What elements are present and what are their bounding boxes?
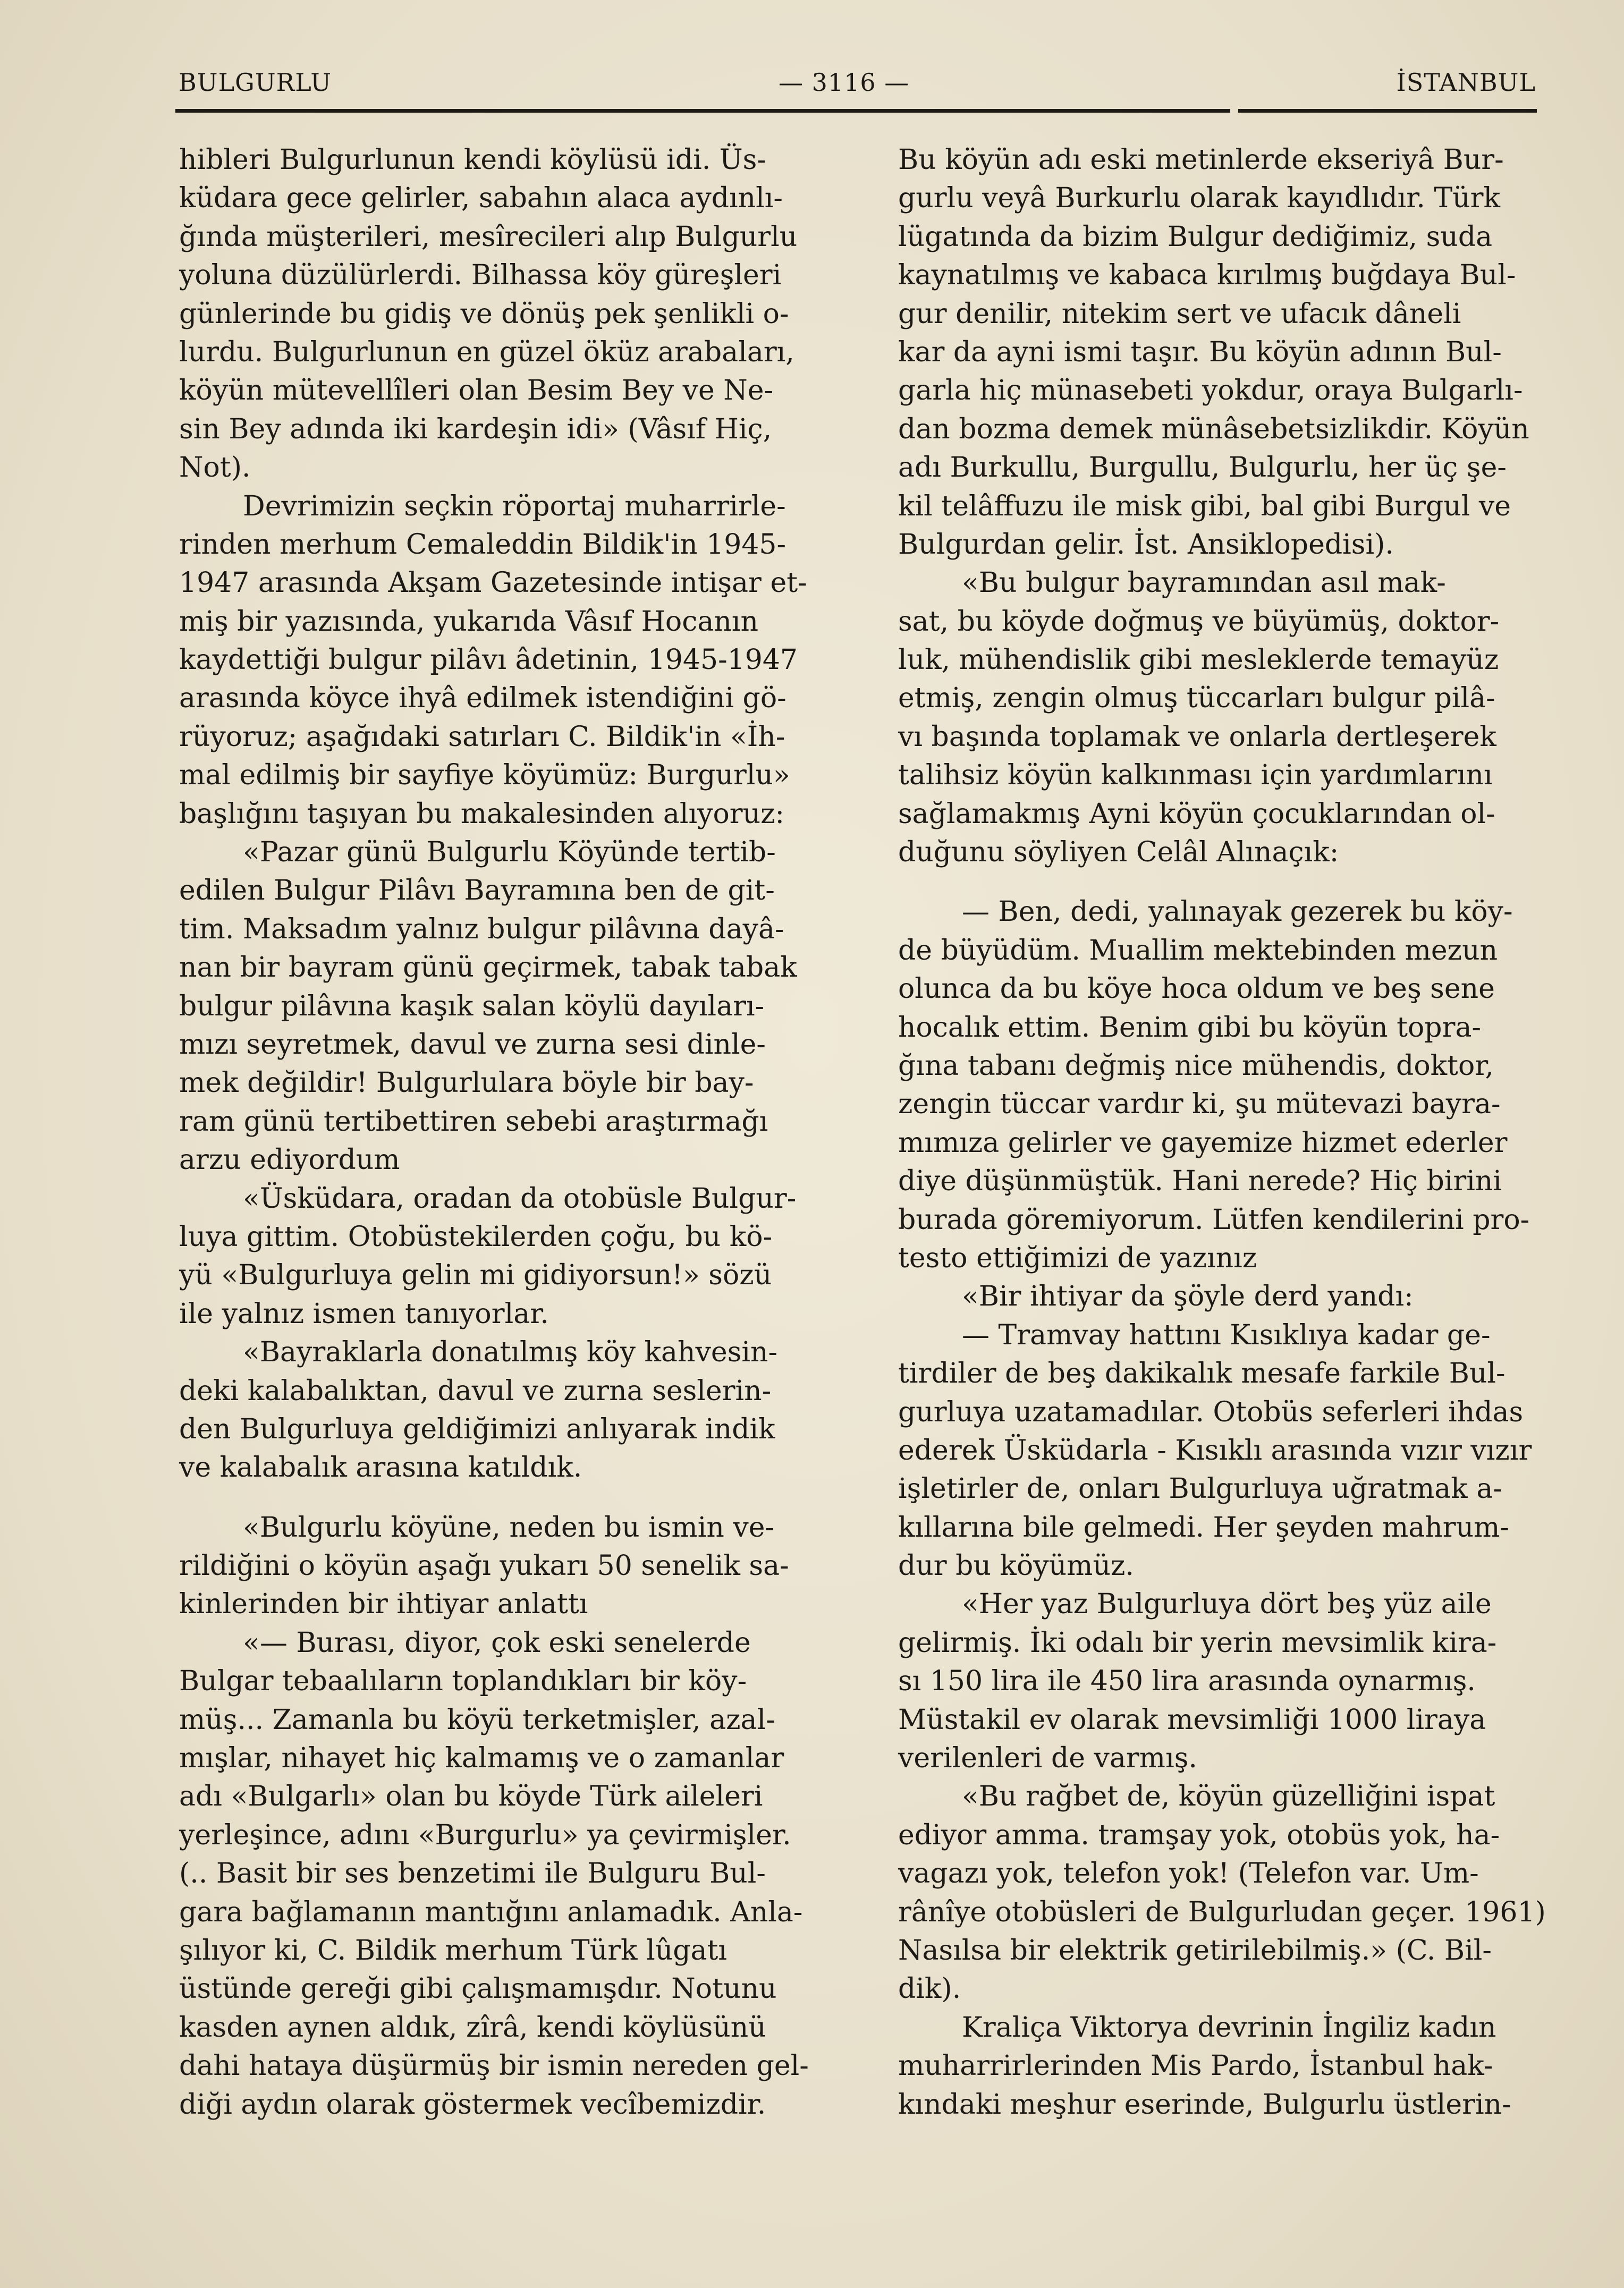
text-line: luk, mühendislik gibi mesleklerde temayüz — [898, 644, 1499, 676]
text-line: kar da ayni ismi taşır. Bu köyün adının Bul- — [898, 336, 1502, 368]
text-line: vagazı yok, telefon yok! (Telefon var. Um- — [898, 1858, 1479, 1890]
text-line: rânîye otobüsleri de Bulgurludan geçer. 1961) — [898, 1896, 1546, 1928]
text-line: rinden merhum Cemaleddin Bildik'in 1945- — [179, 528, 786, 561]
text-line: vı başında toplamak ve onlarla dertleşerek — [898, 721, 1496, 753]
text-line: olunca da bu köye hoca oldum ve beş sene — [898, 973, 1495, 1005]
text-line: küdara gece gelirler, sabahın alaca aydınlı- — [179, 182, 783, 215]
text-line: burada göremiyorum. Lütfen kendilerini pro- — [898, 1204, 1530, 1236]
header-left: BULGURLU — [179, 68, 332, 97]
text-line: dan bozma demek münâsebetsizlikdir. Köyün — [898, 413, 1529, 445]
text-line: gurluya uzatamadılar. Otobüs seferleri ihdas — [898, 1396, 1524, 1428]
text-line: garla hiç münasebeti yokdur, oraya Bulgarlı- — [898, 375, 1523, 407]
text-line: yoluna düzülürlerdi. Bilhassa köy güreşleri — [179, 259, 782, 292]
text-line: kındaki meşhur eserinde, Bulgurlu üstlerin- — [898, 2088, 1511, 2121]
text-line: dik). — [898, 1973, 961, 2005]
text-line: lügatında da bizim Bulgur dediğimiz, suda — [898, 221, 1493, 253]
paragraph-gap — [898, 871, 1553, 893]
text-line: etmiş, zengin olmuş tüccarları bulgur pilâ- — [898, 682, 1495, 715]
text-line: Bu köyün adı eski metinlerde ekseriyâ Bur- — [898, 144, 1504, 176]
text-line: yerleşince, adını «Burgurlu» ya çevirmişler. — [179, 1819, 791, 1851]
text-line: arzu ediyordum — [179, 1144, 400, 1176]
text-line: gur denilir, nitekim sert ve ufacık dâneli — [898, 298, 1461, 330]
text-line: «Bu rağbet de, köyün güzelliğini ispat — [962, 1781, 1495, 1813]
text-line: sat, bu köyde doğmuş ve büyümüş, doktor- — [898, 605, 1500, 638]
text-line: den Bulgurluya geldiğimizi anlıyarak indik — [179, 1413, 775, 1445]
text-line: rüyoruz; aşağıdaki satırları C. Bildik'in «İh- — [179, 721, 785, 753]
text-line: diği aydın olarak göstermek vecîbemizdir. — [179, 2088, 766, 2121]
text-line: kıllarına bile gelmedi. Her şeyden mahrum- — [898, 1511, 1509, 1544]
text-line: kil telâffuzu ile misk gibi, bal gibi Burgul ve — [898, 490, 1511, 522]
text-line: testo ettiğimizi de yazınız — [898, 1242, 1257, 1274]
text-line: «— Burası, diyor, çok eski senelerde — [243, 1626, 751, 1659]
text-line: adı Burkullu, Burgullu, Bulgurlu, her üç şe- — [898, 452, 1507, 484]
text-line: mımıza gelirler ve gayemize hizmet ederler — [898, 1126, 1508, 1159]
text-line: kaydettiği bulgur pilâvı âdetinin, 1945-1947 — [179, 644, 798, 676]
text-line: köyün mütevellîleri olan Besim Bey ve Ne- — [179, 375, 774, 407]
text-line: başlığını taşıyan bu makalesinden alıyoruz: — [179, 798, 785, 830]
text-line: mek değildir! Bulgurlulara böyle bir bay- — [179, 1067, 754, 1099]
text-line: hibleri Bulgurlunun kendi köylüsü idi. Üs- — [179, 144, 766, 176]
header-rule-right — [1238, 109, 1537, 113]
text-line: «Üsküdara, oradan da otobüsle Bulgur- — [243, 1182, 797, 1215]
header-right: İSTANBUL — [1396, 68, 1536, 97]
text-line: Bulgar tebaalıların toplandıkları bir köy- — [179, 1665, 747, 1698]
text-line: «Bayraklarla donatılmış köy kahvesin- — [243, 1336, 778, 1369]
text-line: kinlerinden bir ihtiyar anlattı — [179, 1588, 588, 1621]
text-line: üstünde gereği gibi çalışmamışdır. Notunu — [179, 1973, 777, 2005]
text-line: deki kalabalıktan, davul ve zurna seslerin- — [179, 1375, 772, 1407]
text-line: yü «Bulgurluya gelin mi gidiyorsun!» sözü — [179, 1259, 772, 1292]
text-line: «Pazar günü Bulgurlu Köyünde tertib- — [243, 836, 776, 869]
text-line: sağlamakmış Ayni köyün çocuklarından ol- — [898, 798, 1495, 830]
text-line: Not). — [179, 452, 251, 484]
text-line: günlerinde bu gidiş ve dönüş pek şenlikli o- — [179, 298, 789, 330]
text-line: ram günü tertibettiren sebebi araştırmağı — [179, 1105, 768, 1138]
text-line: gelirmiş. İki odalı bir yerin mevsimlik kira- — [898, 1626, 1497, 1659]
text-line: miş bir yazısında, yukarıda Vâsıf Hocanın — [179, 605, 758, 638]
right-column — [898, 141, 1553, 2124]
text-line: bulgur pilâvına kaşık salan köylü dayıları- — [179, 990, 765, 1022]
text-line: Devrimizin seçkin röportaj muharrirle- — [243, 490, 786, 522]
text-line: mal edilmiş bir sayfiye köyümüz: Burgurlu» — [179, 759, 790, 792]
text-line: arasında köyce ihyâ edilmek istendiğini gö- — [179, 682, 786, 715]
paragraph-gap — [179, 1487, 841, 1509]
text-line: «Bir ihtiyar da şöyle derd yandı: — [962, 1281, 1414, 1313]
page-number: — 3116 — — [779, 68, 910, 97]
text-line: ederek Üsküdarla - Kısıklı arasında vızır vızır — [898, 1434, 1532, 1467]
text-line: dahi hataya düşürmüş bir ismin nereden gel- — [179, 2050, 809, 2082]
left-column — [179, 141, 841, 2124]
text-line: verilenleri de varmış. — [898, 1742, 1197, 1775]
text-line: luya gittim. Otobüstekilerden çoğu, bu kö- — [179, 1221, 773, 1253]
text-line: de büyüdüm. Muallim mektebinden mezun — [898, 934, 1498, 967]
text-line: — Tramvay hattını Kısıklıya kadar ge- — [962, 1319, 1491, 1351]
text-line: «Her yaz Bulgurluya dört beş yüz aile — [962, 1588, 1492, 1621]
text-line: zengin tüccar vardır ki, şu mütevazi bayra- — [898, 1088, 1501, 1121]
text-line: ediyor amma. tramşay yok, otobüs yok, ha- — [898, 1819, 1500, 1851]
text-line: «Bu bulgur bayramından asıl mak- — [962, 567, 1446, 599]
text-line: diye düşünmüştük. Hani nerede? Hiç birini — [898, 1165, 1502, 1198]
text-line: edilen Bulgur Pilâvı Bayramına ben de git- — [179, 875, 775, 907]
text-line: müş... Zamanla bu köyü terketmişler, azal- — [179, 1704, 775, 1736]
text-line: duğunu söyliyen Celâl Alınaçık: — [898, 836, 1339, 869]
text-line: (.. Basit bir ses benzetimi ile Bulguru Bul- — [179, 1858, 766, 1890]
text-line: ve kalabalık arasına katıldık. — [179, 1452, 582, 1484]
text-line: rildiğini o köyün aşağı yukarı 50 senelik sa- — [179, 1550, 789, 1582]
text-line: ğına tabanı değmiş nice mühendis, doktor, — [898, 1049, 1494, 1082]
text-line: sin Bey adında iki kardeşin idi» (Vâsıf Hiç, — [179, 413, 772, 445]
text-line: şılıyor ki, C. Bildik merhum Türk lûgatı — [179, 1934, 728, 1967]
text-line: nan bir bayram günü geçirmek, tabak tabak — [179, 952, 797, 984]
text-line: Bulgurdan gelir. İst. Ansiklopedisi). — [898, 528, 1394, 561]
text-line: tim. Maksadım yalnız bulgur pilâvına dayâ- — [179, 913, 784, 945]
running-header — [175, 68, 1536, 105]
text-line: ğında müşterileri, mesîrecileri alıp Bulgurlu — [179, 221, 798, 253]
text-line: talihsiz köyün kalkınması için yardımlarını — [898, 759, 1493, 792]
text-line: tirdiler de beş dakikalık mesafe farkile Bul- — [898, 1358, 1505, 1390]
text-line: hocalık ettim. Benim gibi bu köyün topra- — [898, 1011, 1482, 1044]
text-line: muharrirlerinden Mis Pardo, İstanbul hak- — [898, 2050, 1493, 2082]
text-line: sı 150 lira ile 450 lira arasında oynarmış. — [898, 1665, 1476, 1698]
text-line: kaynatılmış ve kabaca kırılmış buğdaya Bul- — [898, 259, 1516, 292]
text-line: Kraliça Viktorya devrinin İngiliz kadın — [962, 2011, 1496, 2044]
text-line: dur bu köyümüz. — [898, 1550, 1134, 1582]
text-line: lurdu. Bulgurlunun en güzel öküz arabaları, — [179, 336, 794, 368]
text-line: gurlu veyâ Burkurlu olarak kayıdlıdır. Türk — [898, 182, 1500, 215]
text-line: Müstakil ev olarak mevsimliği 1000 liraya — [898, 1704, 1486, 1736]
text-line: — Ben, dedi, yalınayak gezerek bu köy- — [962, 896, 1513, 928]
text-line: mızı seyretmek, davul ve zurna sesi dinle- — [179, 1028, 766, 1061]
text-line: «Bulgurlu köyüne, neden bu ismin ve- — [243, 1511, 775, 1544]
text-line: ile yalnız ismen tanıyorlar. — [179, 1298, 549, 1330]
text-line: 1947 arasında Akşam Gazetesinde intişar et- — [179, 567, 807, 599]
text-line: kasden aynen aldık, zîrâ, kendi köylüsünü — [179, 2011, 766, 2044]
text-line: işletirler de, onları Bulgurluya uğratmak a- — [898, 1473, 1502, 1505]
text-line: Nasılsa bir elektrik getirilebilmiş.» (C. Bil- — [898, 1934, 1492, 1967]
text-line: adı «Bulgarlı» olan bu köyde Türk aileleri — [179, 1781, 763, 1813]
text-line: mışlar, nihayet hiç kalmamış ve o zamanlar — [179, 1742, 784, 1775]
text-line: gara bağlamanın mantığını anlamadık. Anla- — [179, 1896, 803, 1928]
header-rule-left — [175, 109, 1230, 113]
